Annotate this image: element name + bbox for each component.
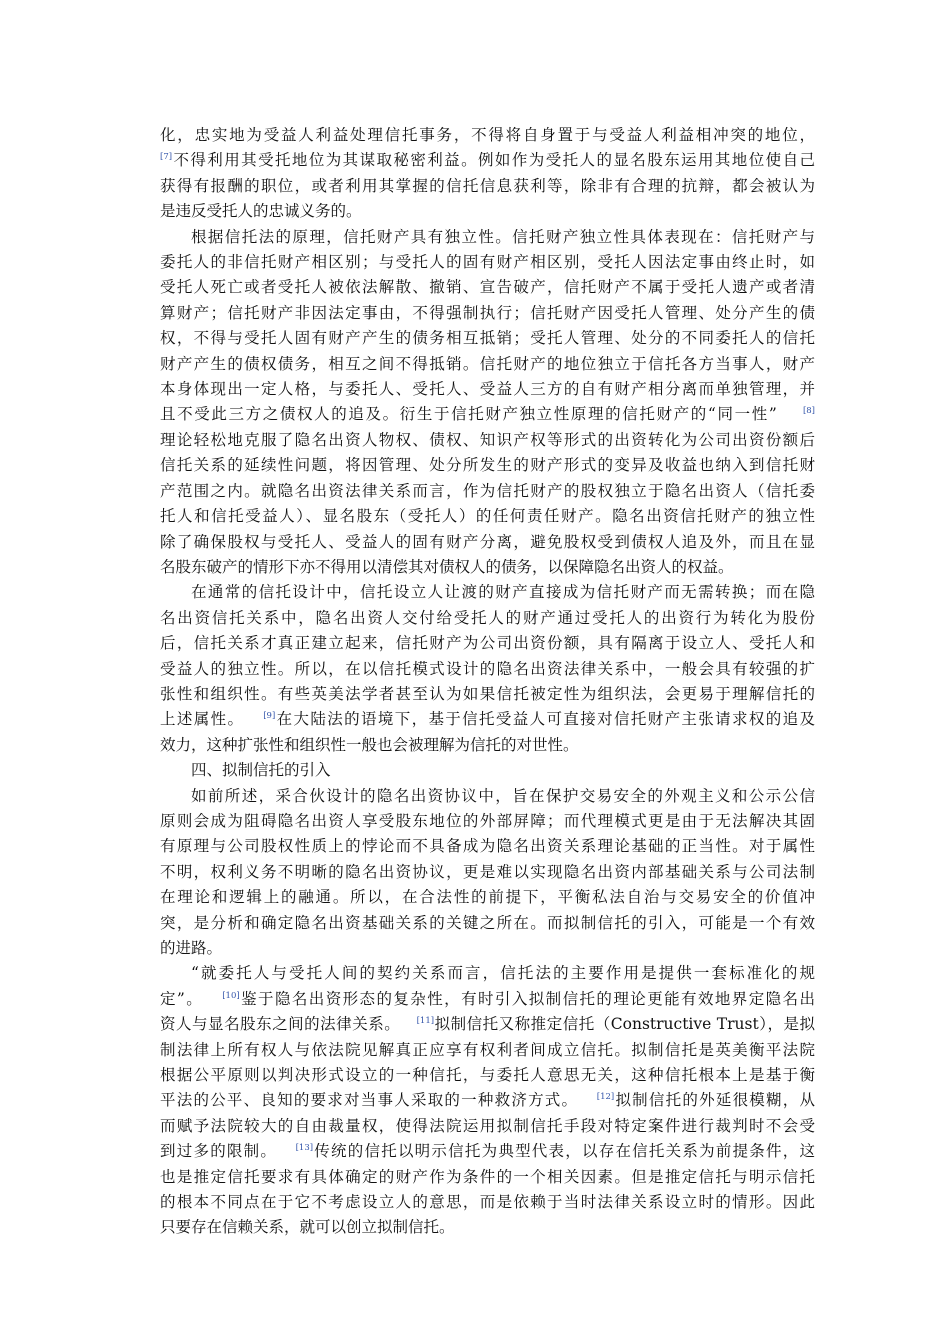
text-line: 权，不得与受托人固有财产产生的债务相互抵销；受托人管理、处分的不同委托人的信托 [160,329,815,348]
paragraph-1 [160,123,815,225]
text-line: 名股东破产的情形下亦不得用以清偿其对债权人的债务，以保障隐名出资人的权益。 [160,557,734,576]
text-line: 算财产；信托财产非因法定事由，不得强制执行；信托财产因受托人管理、处分产生的债 [160,303,815,322]
footnote-ref[interactable]: [7] [160,152,173,163]
text-line: 受益人的独立性。所以，在以信托模式设计的隐名出资法律关系中，一般会具有较强的扩 [160,659,815,678]
text-line: 化，忠实地为受益人利益处理信托事务，不得将自身置于与受益人利益相冲突的地位， [160,126,815,144]
paragraph-4 [160,784,815,962]
text-line: 效力，这种扩张性和组织性一般也会被理解为信托的对世性。 [160,735,579,754]
text-line: 财产产生的债权债务，相互之间不得抵销。信托财产的地位独立于信托各方当事人，财产 [160,354,815,373]
text-line: 而赋予法院较大的自由裁量权，使得法院运用拟制信托手段对特定案件进行裁判时不会受 [160,1116,815,1135]
text-line: 不明，权利义务不明晰的隐名出资协议，更是难以实现隐名出资内部基础关系与公司法制 [160,862,815,881]
section-heading: 四、拟制信托的引入 [191,761,331,780]
text-line: 委托人的非信托财产相区别；与受托人的固有财产相区别，受托人因法定事由终止时，如 [160,253,815,272]
text-line: 后，信托关系才真正建立起来，信托财产为公司出资份额，具有隔离于设立人、受托人和 [160,634,815,653]
text-line: 上述属性。 [9]在大陆法的语境下，基于信托受益人可直接对信托财产主张请求权的追及 [160,710,815,729]
text-line: 张性和组织性。有些英美法学者甚至认为如果信托被定性为组织法，会更易于理解信托的 [160,684,815,703]
text-line: 的根本不同点在于它不考虑设立人的意思，而是依赖于当时法律关系设立时的情形。因此 [160,1193,815,1212]
text-line: 托人和信托受益人）、显名股东（受托人）的任何责任财产。隐名出资信托财产的独立性 [160,507,815,526]
text-line: 只要存在信赖关系，就可以创立拟制信托。 [160,1218,455,1237]
text-line: 原则会成为阻碍隐名出资人享受股东地位的外部屏障；而代理模式更是由于无法解决其固 [160,811,815,830]
text-line: 如前所述，采合伙设计的隐名出资协议中，旨在保护交易安全的外观主义和公示公信 [191,786,815,805]
paragraph-5 [160,961,815,1240]
text-line: 定”。 [10]鉴于隐名出资形态的复杂性，有时引入拟制信托的理论更能有效地界定隐名出 [160,989,815,1008]
text-line: 理论轻松地克服了隐名出资人物权、债权、知识产权等形式的出资转化为公司出资份额后 [160,430,815,449]
text-line: 受托人死亡或者受托人被依法解散、撤销、宣告破产，信托财产不属于受托人遗产或者清 [160,278,815,297]
text-line: 产范围之内。就隐名出资法律关系而言，作为信托财产的股权独立于隐名出资人（信托委 [160,481,815,500]
document-page [160,123,815,1241]
text-line: “就委托人与受托人间的契约关系而言，信托法的主要作用是提供一套标准化的规 [191,964,815,983]
text-line: 本身体现出一定人格，与委托人、受托人、受益人三方的自有财产相分离而单独管理，并 [160,380,815,399]
text-line: 除了确保股权与受托人、受益人的固有财产分离，避免股权受到债权人追及外，而且在显 [160,532,815,551]
text-line: 有原理与公司股权性质上的悖论而不具备成为隐名出资关系理论基础的正当性。对于属性 [160,837,815,856]
text-line: 突，是分析和确定隐名出资基础关系的关键之所在。而拟制信托的引入，可能是一个有效 [160,913,815,932]
text-line: 在理论和逻辑上的融通。所以，在合法性的前提下，平衡私法自治与交易安全的价值冲 [160,888,815,907]
text-line: 信托关系的延续性问题，将因管理、处分所发生的财产形式的变异及收益也纳入到信托财 [160,456,815,475]
text-line: 资人与显名股东之间的法律关系。 [11]拟制信托又称推定信托（Constructive Trust），是拟 [160,1015,815,1034]
text-line: 名出资信托关系中，隐名出资人交付给受托人的财产通过受托人的出资行为转化为股份 [160,608,815,627]
text-line: 获得有报酬的职位，或者利用其掌握的信托信息获利等，除非有合理的抗辩，都会被认为 [160,176,815,195]
paragraph-2 [160,225,815,581]
footnote-ref[interactable]: [13] [295,1143,314,1154]
text-line: 根据信托法的原理，信托财产具有独立性。信托财产独立性具体表现在：信托财产与 [191,227,815,246]
text-line: 在通常的信托设计中，信托设立人让渡的财产直接成为信托财产而无需转换；而在隐 [191,583,815,602]
text-line: 制法律上所有权人与依法院见解真正应享有权利者间成立信托。拟制信托是英美衡平法院 [160,1040,815,1059]
text-line: 且不受此三方之债权人的追及。衍生于信托财产独立性原理的信托财产的“同一性” [8] [160,405,815,424]
text-line: 也是推定信托要求有具体确定的财产作为条件的一个相关因素。但是推定信托与明示信托 [160,1167,815,1186]
text-line: [7]不得利用其受托地位为其谋取秘密利益。例如作为受托人的显名股东运用其地位使自己 [160,151,815,170]
footnote-ref[interactable]: [12] [596,1092,615,1103]
footnote-ref[interactable]: [9] [263,711,276,722]
text-line: 的进路。 [160,939,223,957]
paragraph-3 [160,580,815,758]
footnote-ref[interactable]: [8] [802,406,815,417]
footnote-ref[interactable]: [11] [416,1016,435,1027]
footnote-ref[interactable]: [10] [222,990,240,1001]
text-line: 到过多的限制。 [13]传统的信托以明示信托为典型代表，以存在信托关系为前提条件，这 [160,1142,815,1161]
text-line: 是违反受托人的忠诚义务的。 [160,202,362,221]
text-line: 平法的公平、良知的要求对当事人采取的一种救济方式。 [12]拟制信托的外延很模糊，从 [160,1091,815,1110]
text-line: 根据公平原则以判决形式设立的一种信托，与委托人意思无关，这种信托根本上是基于衡 [160,1066,815,1085]
